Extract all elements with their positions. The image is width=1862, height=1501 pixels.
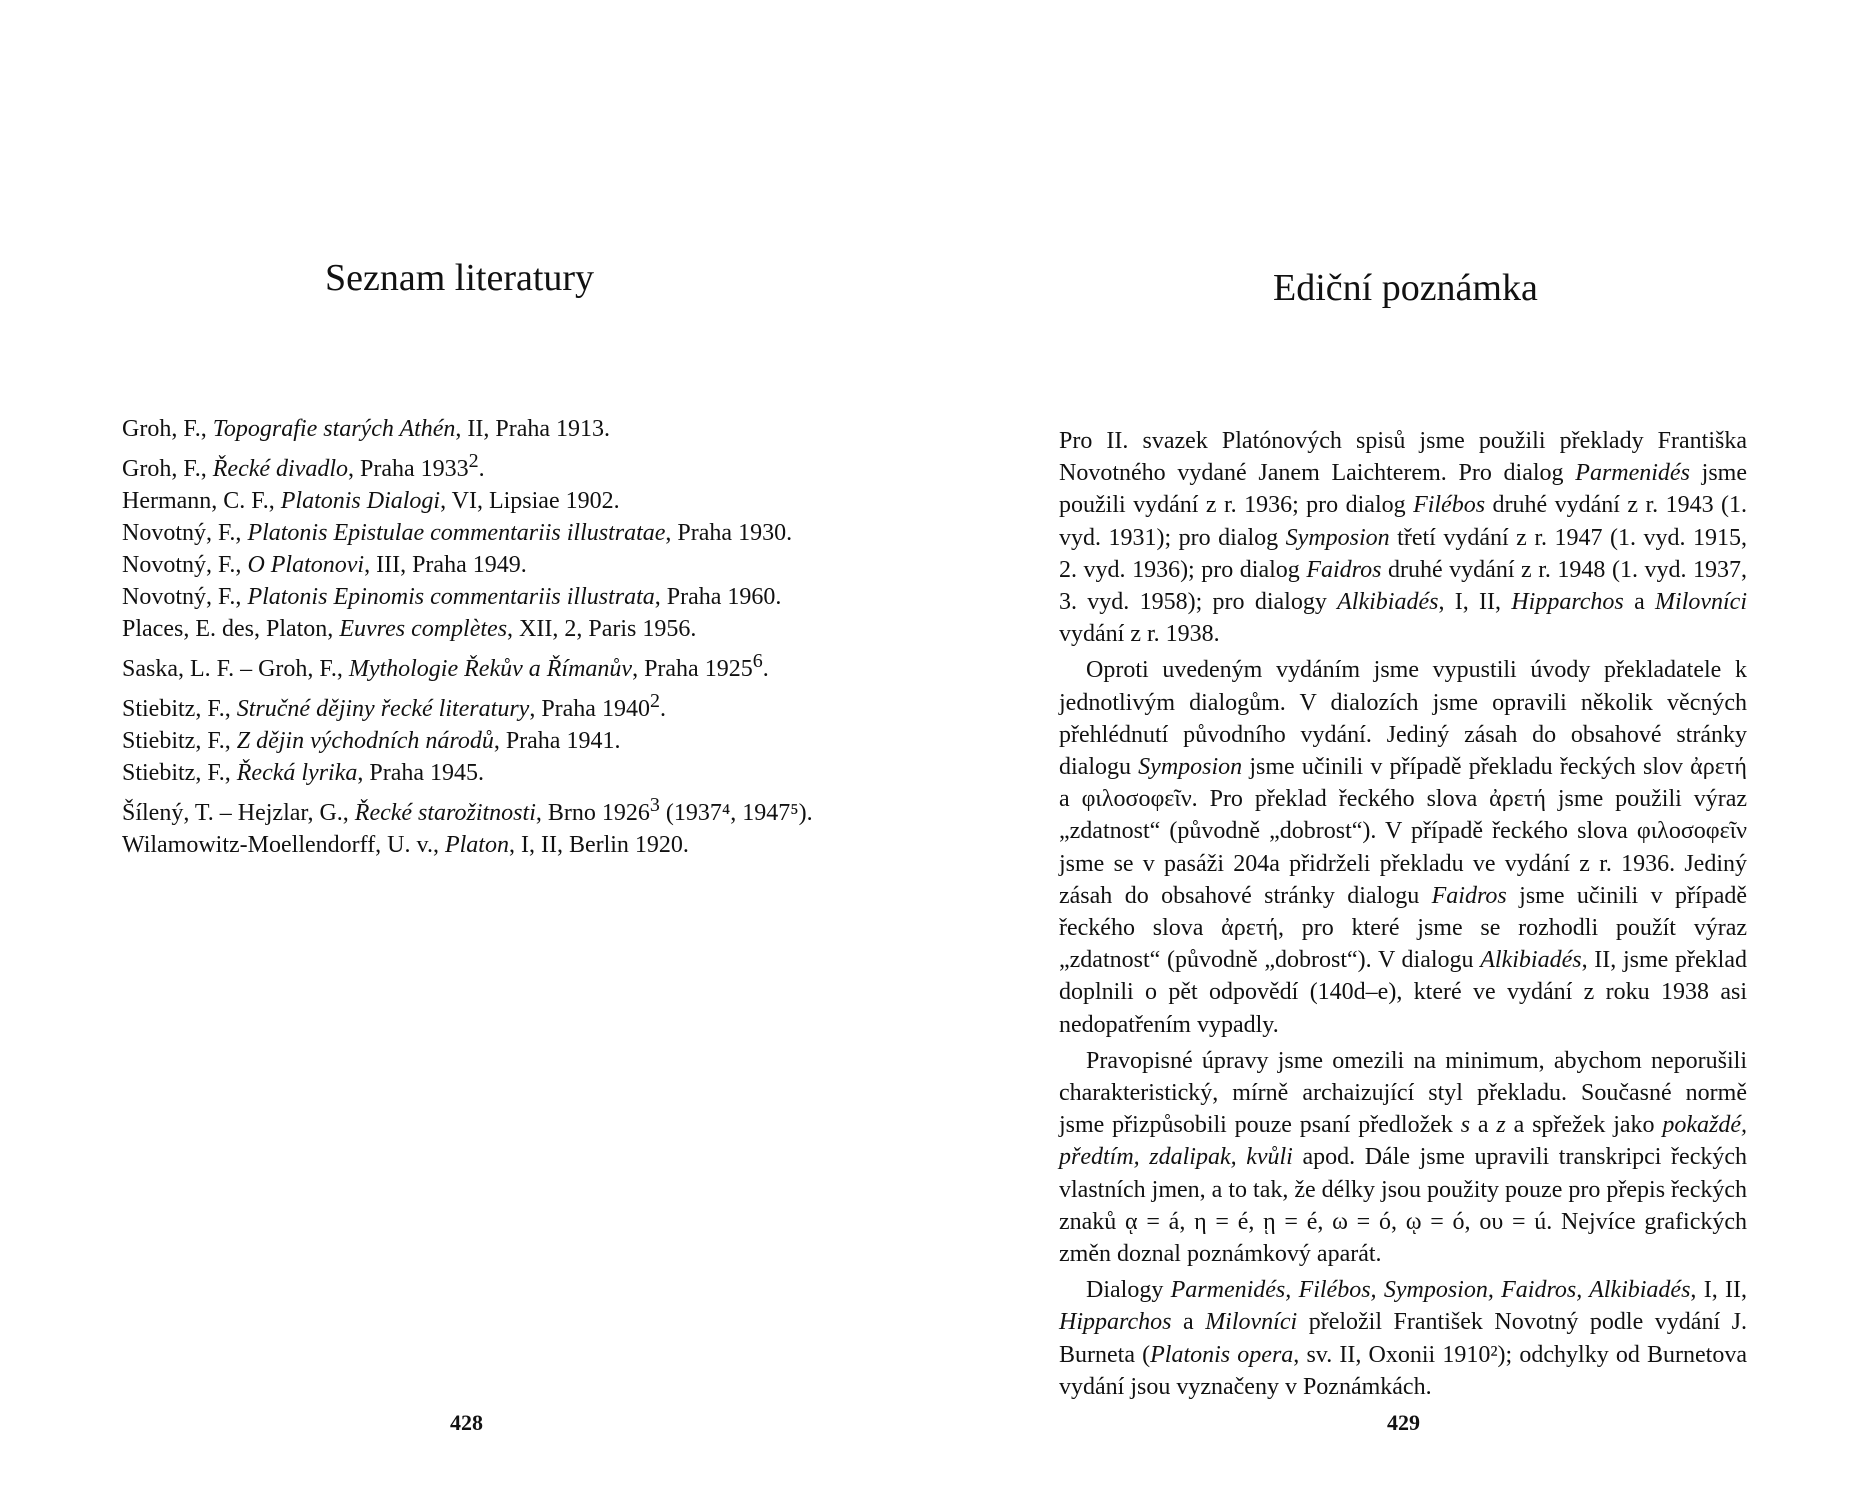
text-run: přeložil František Novotný podle vydání J. Burneta ( [1059,1309,1747,1368]
entry-text: Saska, L. F. – Groh, F., [122,656,349,682]
italic-run: Hipparchos [1511,589,1624,616]
text-run: a [1623,589,1656,616]
text-run: Pravopisné úpravy jsme omezili na minimum, abychom neporušili charakteristický, mírně archaizující styl překladu. Současné normě jsme přizpůsobili pouze psaní předložek [1059,1047,1747,1139]
italic-run: Milovníci [1205,1309,1298,1336]
text-run: Oproti uvedeným vydáním jsme vypustili úvody překladatele k jednotlivým dialogům. V dialozích jsme opravili několik věcných přehlédnutí původního vydání. Jediný zásah do obsahové stránky dialogu [1059,657,1747,781]
bibliography-entry [122,413,822,445]
entry-text: Novotný, F., [122,520,248,546]
text-run: druhé vydání z r. 1948 (1. vyd. 1937, 3. vyd. 1958); pro dialogy [1059,556,1748,616]
entry-title: Topografie starých Athén [212,416,456,442]
italic-run: Faidros [1431,882,1507,909]
entry-text: Places, E. des, Platon, [122,616,340,642]
text-run: třetí vydání z r. 1947 (1. vyd. 1915, 2. vyd. 1936); pro dialog [1059,524,1748,583]
right-page [931,0,1862,1501]
italic-run: Platonis opera [1150,1341,1294,1368]
edition-number: 2 [649,690,660,712]
page-number: 428 [450,1410,483,1435]
text-run: Dialogy [1086,1277,1171,1304]
text-run: a [1171,1309,1206,1336]
italic-run: Filébos [1413,492,1486,519]
bibliography-list [122,413,822,861]
entry-text: , III, Praha 1949. [364,552,527,578]
bibliography-entry [122,613,822,645]
italic-run: Parmenidés [1575,460,1690,487]
text-run: apod. Dále jsme upravili transkripci řeckých vlastních jmen, a to tak, že délky jsou použity pouze pro přepis řeckých znaků ᾳ = á, η = é, ῃ = é, ω = ó, ῳ = ó, ου = ú. Nejvíce grafických změn doznal poznámkový aparát. [1059,1144,1747,1268]
page-number: 429 [1387,1410,1420,1435]
entry-title: Platonis Epinomis commentariis illustrata [247,584,655,610]
entry-title: Platonis Dialogi [280,488,441,514]
text-run: vydání z r. 1938. [1059,621,1220,648]
entry-text: , Praha 1933 [348,456,469,482]
italic-run: Alkibiadés [1337,589,1439,616]
entry-title: O Platonovi [247,552,365,578]
entry-text: , VI, Lipsiae 1902. [440,488,620,514]
entry-title: Řecká lyrika [236,760,358,786]
edition-number: 6 [752,650,763,672]
bibliography-entry [122,757,822,789]
entry-text: . [659,696,666,722]
text-run: Pro II. svazek Platónových spisů jsme použili překlady Františka Novotného vydané Janem Laichterem. Pro dialog [1059,428,1747,487]
text-run: , sv. II, Oxonii 1910²); odchylky od Burnetova vydání jsou vyznačeny v Poznámkách. [1059,1341,1747,1400]
entry-title: Platon [444,832,509,858]
entry-text: . [478,456,485,482]
editorial-note-body [1059,425,1747,1403]
note-paragraph [1059,1045,1747,1270]
entry-text: Novotný, F., [122,552,248,578]
italic-run: pokaždé, předtím, zdalipak, kvůli [1059,1112,1747,1171]
entry-text: Stiebitz, F., [122,696,237,722]
note-paragraph [1059,425,1747,650]
entry-text: Groh, F., [122,416,213,442]
text-run: , I, II, [1438,589,1512,616]
entry-text: Hermann, C. F., [122,488,281,514]
italic-run: s [1460,1112,1471,1139]
text-run: jsme učinili v případě řeckého slova ἀρετή, pro které jsme se rozhodli použít výraz „zdatnost“ (původně „dobrost“). V dialogu [1059,882,1747,974]
bibliography-entry [122,829,822,861]
entry-title: Z dějin východních národů [236,728,494,754]
entry-title: Řecké starožitnosti [354,800,536,826]
entry-title: Stručné dějiny řecké literatury [236,696,530,722]
entry-text: , Praha 1930. [665,520,793,546]
text-run: a spřežek jako [1505,1112,1663,1139]
entry-title: Řecké divadlo [212,456,349,482]
edition-number: 3 [649,794,660,816]
entry-text: (1937⁴, 1947⁵). [659,800,813,826]
italic-run: Parmenidés, Filébos, Symposion, Faidros, Alkibiadés [1170,1277,1691,1304]
page-heading-editorial-note: Ediční poznámka [1273,267,1538,309]
italic-run: Faidros [1306,556,1382,583]
entry-title: Mythologie Řekův a Římanův [348,656,633,682]
entry-title: Platonis Epistulae commentariis illustratae [247,520,666,546]
text-run: , I, II, [1690,1277,1747,1304]
bibliography-entry [122,581,822,613]
text-run: druhé vydání z r. 1943 (1. vyd. 1931); pro dialog [1059,492,1748,551]
text-run: a [1470,1112,1497,1139]
bibliography-entry [122,445,822,485]
note-paragraph [1059,1274,1747,1403]
entry-text: , II, Praha 1913. [455,416,611,442]
italic-run: Milovníci [1655,589,1747,616]
entry-text: , I, II, Berlin 1920. [508,832,689,858]
bibliography-entry [122,517,822,549]
bibliography-entry [122,549,822,581]
page-heading-bibliography: Seznam literatury [325,257,595,299]
italic-run: z [1496,1112,1506,1139]
entry-text: , Praha 1941. [493,728,621,754]
entry-text: . [762,656,769,682]
entry-text: Novotný, F., [122,584,248,610]
bibliography-entry [122,725,822,757]
entry-text: , Praha 1945. [357,760,485,786]
entry-text: , Praha 1925 [632,656,753,682]
text-run: , II, jsme překlad doplnili o pět odpovědí (140d–e), které ve vydání z roku 1938 asi nedopatřením vypadly. [1059,947,1747,1038]
bibliography-entry [122,789,822,829]
entry-text: Stiebitz, F., [122,728,237,754]
bibliography-entry [122,485,822,517]
bibliography-entry [122,645,822,685]
entry-title: Euvres complètes [339,616,508,642]
note-paragraph [1059,654,1747,1040]
text-run: jsme použili vydání z r. 1936; pro dialog [1059,460,1747,519]
entry-text: Stiebitz, F., [122,760,237,786]
italic-run: Hipparchos [1059,1309,1172,1336]
entry-text: Wilamowitz-Moellendorff, U. v., [122,832,445,858]
italic-run: Symposion [1138,754,1243,781]
entry-text: Groh, F., [122,456,213,482]
italic-run: Alkibiadés [1480,947,1582,974]
edition-number: 2 [468,450,479,472]
italic-run: Symposion [1285,524,1390,551]
text-run: jsme učinili v případě překladu řeckých slov ἀρετή a φιλοσοφεῖν. Pro překlad řeckého slova ἀρετή jsme použili výraz „zdatnost“ (původně „dobrost“). V případě řeckého slova φιλοσοφεῖν jsme se v pasáži 204a přidrželi překladu ve vydání z r. 1936. Jediný zásah do obsahové stránky dialogu [1059,754,1747,909]
entry-text: , XII, 2, Paris 1956. [507,616,697,642]
entry-text: Šílený, T. – Hejzlar, G., [122,800,355,826]
entry-text: , Brno 1926 [535,800,650,826]
entry-text: , Praha 1960. [654,584,782,610]
bibliography-entry [122,685,822,725]
entry-text: , Praha 1940 [529,696,650,722]
